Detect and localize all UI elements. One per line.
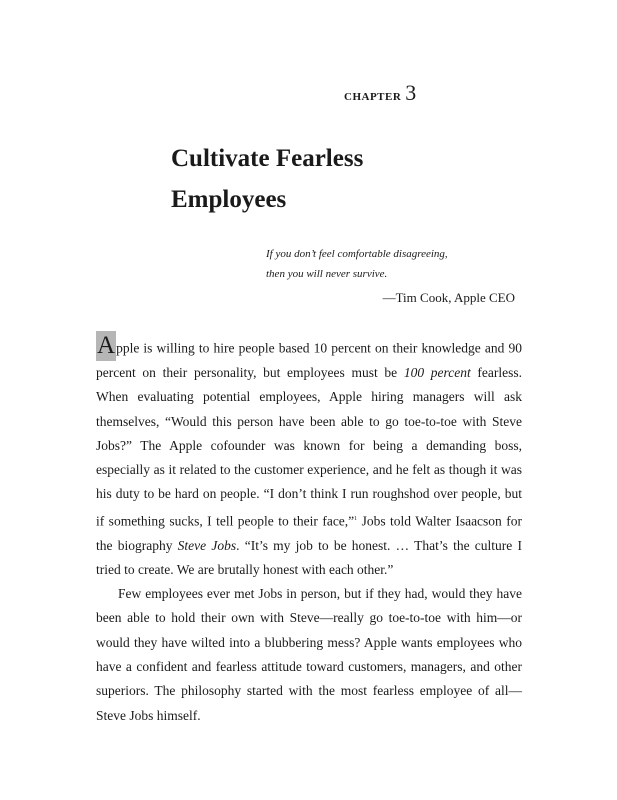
chapter-title-line-2: Employees xyxy=(171,186,287,213)
chapter-title xyxy=(171,138,363,220)
chapter-heading xyxy=(344,80,417,106)
paragraph-1 xyxy=(96,331,522,582)
emphasis-100-percent: 100 percent xyxy=(403,365,471,380)
epigraph-line-2: then you will never survive. xyxy=(266,268,388,280)
chapter-number: 3 xyxy=(405,80,417,105)
paragraph-1-text-c: Jobs told Walter Isaacson for the biography xyxy=(96,513,522,553)
drop-cap: A xyxy=(97,332,116,359)
epigraph xyxy=(266,244,448,284)
epigraph-attribution: —Tim Cook, Apple CEO xyxy=(382,290,515,305)
paragraph-1-text-b: fearless. When evaluating potential employees, Apple hiring managers will ask themselves, “Would this person have been able to go toe-to-toe with Steve Jobs?” The Apple cofounder was known for being a demanding boss, especially as it related to the customer experience, and he felt as though it was his duty to be hard on people. “I don’t think I run roughshod over people, but if something sucks, I tell people to their face,” xyxy=(96,365,522,529)
chapter-label: CHAPTER xyxy=(344,91,402,103)
body-text xyxy=(96,331,522,728)
paragraph-1-text-d: . “It’s my job to be honest. … That’s the culture I tried to create. We are brutally honest with each other.” xyxy=(96,537,522,577)
book-title-steve-jobs: Steve Jobs xyxy=(177,537,237,553)
paragraph-2: Few employees ever met Jobs in person, but if they had, would they have been able to hold their own with Steve—really go toe-to-toe with him—or would they have wilted into a blubbering mess? Apple wants employees who have a confident and fearless attitude toward customers, managers, and other superiors. The philosophy started with the most fearless employee of all—Steve Jobs himself. xyxy=(96,586,522,723)
epigraph-line-1: If you don’t feel comfortable disagreeing, xyxy=(266,248,448,260)
paragraph-1-text-a: pple is willing to hire people based 10 percent on their knowledge and 90 percent on their personality, but employees must be xyxy=(96,340,522,380)
footnote-marker[interactable]: 1 xyxy=(354,515,358,522)
chapter-title-line-1: Cultivate Fearless xyxy=(171,145,364,172)
